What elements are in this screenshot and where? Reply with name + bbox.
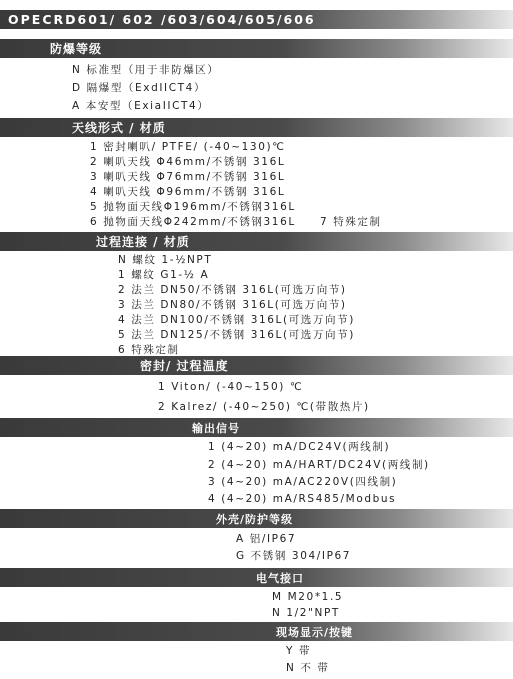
section-title: 密封/ 过程温度 [140, 359, 229, 373]
list-item: 2 (4~20) mA/HART/DC24V(两线制) [208, 459, 430, 471]
list-item: 2 Kalrez/ (-40~250) ℃(带散热片) [158, 401, 370, 413]
section-title: 天线形式 / 材质 [72, 121, 166, 135]
section-header-antenna [0, 118, 513, 137]
list-item: A 铝/IP67 [236, 533, 297, 545]
list-item: 1 密封喇叭/ PTFE/ (-40~130)℃ [90, 141, 286, 153]
list-item: 4 (4~20) mA/RS485/Modbus [208, 493, 397, 505]
list-item: N 1/2"NPT [272, 607, 340, 619]
section-title: 外壳/防护等级 [216, 512, 294, 526]
list-item: N 不 带 [286, 662, 330, 674]
list-item: 2 法兰 DN50/不锈钢 316L(可选万向节) [118, 284, 347, 296]
list-item: 6 特殊定制 [118, 344, 180, 356]
list-item: 3 喇叭天线 Φ76mm/不锈钢 316L [90, 171, 286, 183]
section-title: 过程连接 / 材质 [96, 235, 190, 249]
list-item: 3 法兰 DN80/不锈钢 316L(可选万向节) [118, 299, 347, 311]
section-header-process-connection [0, 232, 513, 251]
list-item: 5 法兰 DN125/不锈钢 316L(可选万向节) [118, 329, 355, 341]
section-title: 现场显示/按键 [276, 625, 354, 639]
section-title: 输出信号 [192, 421, 240, 435]
list-item: D 隔爆型（ExdIICT4） [72, 82, 207, 94]
list-item: 1 Viton/ (-40~150) ℃ [158, 381, 304, 393]
list-item: Y 带 [286, 645, 312, 657]
list-item: N 螺纹 1-½NPT [118, 254, 213, 266]
list-item: 4 喇叭天线 Φ96mm/不锈钢 316L [90, 186, 286, 198]
list-item: G 不锈钢 304/IP67 [236, 550, 352, 562]
list-item: 2 喇叭天线 Φ46mm/不锈钢 316L [90, 156, 286, 168]
list-item: N 标准型（用于非防爆区） [72, 64, 220, 76]
section-header-seal-temperature [0, 356, 513, 375]
list-item: 4 法兰 DN100/不锈钢 316L(可选万向节) [118, 314, 355, 326]
title-bar [0, 10, 513, 29]
list-item: M M20*1.5 [272, 591, 344, 603]
page-title: OPECRD601/ 602 /603/604/605/606 [8, 12, 316, 27]
section-header-electrical-interface [0, 568, 513, 587]
list-item-extra: 7 特殊定制 [320, 216, 382, 228]
section-title: 防爆等级 [50, 42, 103, 56]
list-item: 3 (4~20) mA/AC220V(四线制) [208, 476, 398, 488]
list-item: 5 抛物面天线Φ196mm/不锈钢316L [90, 201, 296, 213]
section-header-output-signal [0, 418, 513, 437]
list-item: 1 螺纹 G1-½ A [118, 269, 210, 281]
list-item: 6 抛物面天线Φ242mm/不锈钢316L [90, 216, 296, 228]
section-header-explosion-proof [0, 39, 513, 58]
list-item: 1 (4~20) mA/DC24V(两线制) [208, 441, 391, 453]
list-item: A 本安型（ExiaIICT4） [72, 100, 210, 112]
section-header-display [0, 622, 513, 641]
section-header-housing [0, 509, 513, 528]
section-title: 电气接口 [256, 571, 304, 585]
